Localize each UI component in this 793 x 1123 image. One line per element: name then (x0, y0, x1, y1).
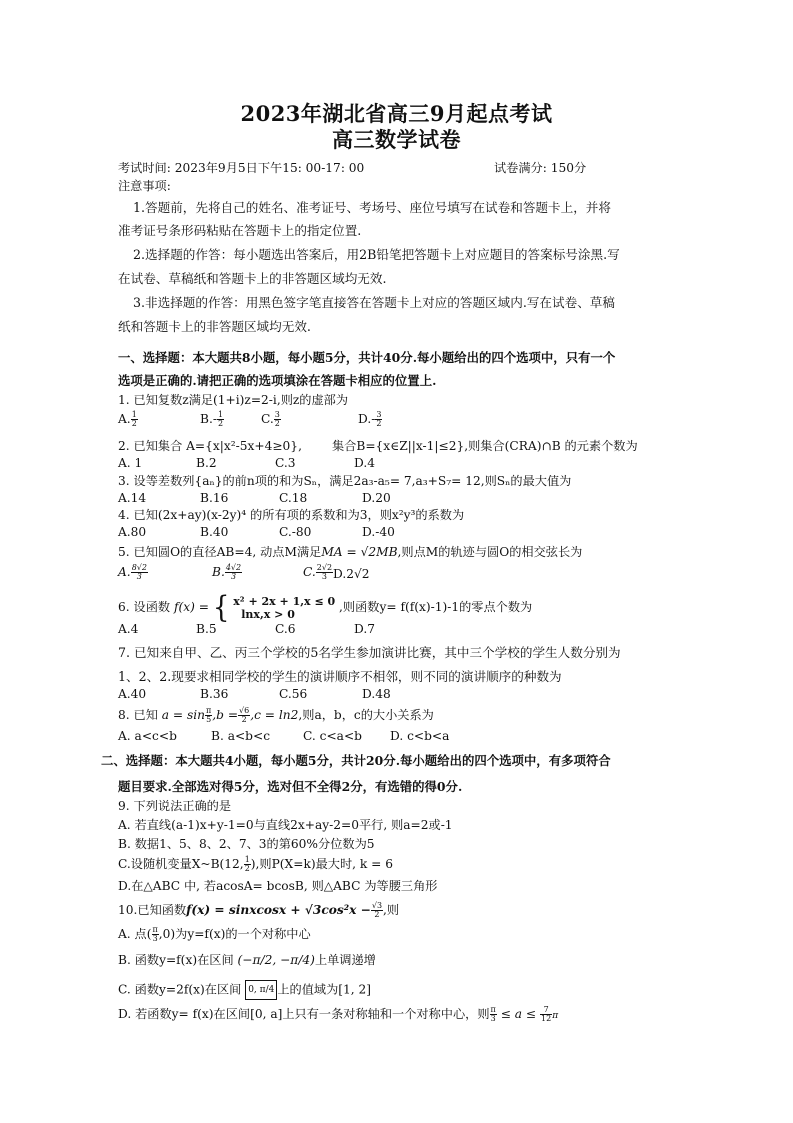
q9-option-d: D.在△ABC 中, 若acosA= bcosB, 则△ABC 为等腰三角形 (118, 879, 438, 893)
q3-option-d: D.20 (362, 491, 391, 505)
q1-option-a: A. $\frac{1}{2}$ (118, 410, 137, 428)
q9-option-c: C.设随机变量X~B(12, $\frac{1}{2}$ ),则P(X=k)最大时, k = 6 (118, 855, 393, 873)
notice-3-line-2: 纸和答题卡上的非答题区域均无效. (118, 319, 311, 334)
full-score: 试卷满分: 150分 (494, 161, 587, 175)
q10-option-d: D. 若函数y= f(x)在区间[0, a]上只有一条对称轴和一个对称中心，则 $\frac{\pi}{3}$ ≤ a ≤ $\frac{7}{12}$ π (118, 1005, 559, 1023)
section2-heading-line-2: 题目要求.全部选对得5分，选对但不全得2分，有选错的得0分. (118, 779, 463, 794)
q6-stem: 6. 设函数 f(x) = { x² + 2x + 1,x ≤ 0 lnx,x > 0 ,则函数y= f(f(x)-1)-1的零点个数为 (118, 590, 533, 625)
q8-option-c: C. c<a<b (303, 729, 362, 743)
q7-option-a: A.40 (118, 687, 147, 701)
q7-stem-line-1: 7. 已知来自甲、乙、丙三个学校的5名学生参加演讲比赛，其中三个学校的学生人数分别为 (118, 645, 621, 660)
q10-option-c: C. 函数y=2f(x)在区间 0, π/4 上的值域为[1, 2] (118, 980, 371, 1000)
notice-1-line-1: 1.答题前，先将自己的姓名、准考证号、考场号、座位号填写在试卷和答题卡上，并将 (133, 200, 611, 215)
q5-stem: 5. 已知圆O的直径AB=4, 动点M满足MA = √2MB,则点M的轨迹与圆O的相交弦长为 (118, 545, 583, 559)
q2-stem-part-2: 集合B={x∈Z||x-1|≤2},则集合(CRA)∩B 的元素个数为 (332, 439, 638, 453)
q2-stem-part-1: 2. 已知集合 A={x|x²-5x+4≥0}, (118, 439, 302, 453)
q7-option-c: C.56 (279, 687, 308, 701)
q6-function-name: f(x) = (173, 600, 209, 614)
q5-option-d: D.2√2 (333, 567, 370, 581)
q7-stem-line-2: 1、2、2.现要求相同学校的学生的演讲顺序不相邻，则不同的演讲顺序的种数为 (118, 669, 562, 684)
q10-function: f(x) = sinxcosx + √3cos²x − (186, 903, 371, 917)
q3-stem: 3. 设等差数列{aₙ}的前n项的和为Sₙ，满足2a₃-a₅= 7,a₃+S₇= 12,则Sₙ的最大值为 (118, 474, 572, 488)
q5-condition: MA = √2MB (321, 545, 398, 559)
q10-b-interval: (−π/2, −π/4) (237, 953, 315, 967)
q3-option-b: B.16 (200, 491, 229, 505)
q2-option-a: A. 1 (118, 456, 143, 470)
q5-option-b: B. $\frac{4√2}{3}$ (212, 563, 242, 581)
q2-option-c: C.3 (275, 456, 296, 470)
q4-option-c: C.-80 (279, 525, 312, 539)
q6-option-c: C.6 (275, 622, 296, 636)
q8-option-d: D. c<b<a (390, 729, 450, 743)
section2-heading-line-1: 二、选择题：本大题共4小题，每小题5分，共计20分.每小题给出的四个选项中，有多项符合 (101, 753, 611, 768)
q1-stem: 1. 已知复数z满足(1+i)z=2-i,则z的虚部为 (118, 393, 349, 407)
q4-option-b: B.40 (200, 525, 229, 539)
q9-option-a: A. 若直线(a-1)x+y-1=0与直线2x+ay-2=0平行, 则a=2或-1 (118, 818, 453, 832)
q6-option-b: B.5 (196, 622, 217, 636)
q8-stem: 8. 已知 a = sin $\frac{\pi}{5}$ ,b = $\frac{√6}{2}$ ,c = ln2,则a，b，c的大小关系为 (118, 706, 434, 724)
q4-stem: 4. 已知(2x+ay)(x-2y)⁴ 的所有项的系数和为3，则x²y³的系数为 (118, 508, 465, 522)
q5-option-c: C. $\frac{2√2}{3}$ (303, 563, 333, 581)
q10-option-a: A. 点( $\frac{\pi}{3}$ ,0)为y=f(x)的一个对称中心 (118, 925, 311, 943)
q1-option-b: B.- $\frac{1}{2}$ (200, 410, 224, 428)
q10-c-interval: 0, π/4 (245, 980, 277, 1000)
q9-stem: 9. 下列说法正确的是 (118, 799, 232, 813)
q3-option-c: C.18 (279, 491, 308, 505)
q7-option-d: D.48 (362, 687, 391, 701)
q6-option-a: A.4 (118, 622, 139, 636)
exam-time: 考试时间: 2023年9月5日下午15: 00-17: 00 (118, 161, 365, 175)
q8-option-b: B. a<b<c (211, 729, 271, 743)
q6-brace: { (212, 590, 230, 625)
notice-1-line-2: 准考证号条形码粘贴在答题卡上的指定位置. (118, 223, 362, 238)
exam-subtitle: 高三数学试卷 (332, 127, 461, 152)
q5-option-a: A. $\frac{8√2}{3}$ (118, 563, 147, 581)
q7-option-b: B.36 (200, 687, 229, 701)
q10-option-b: B. 函数y=f(x)在区间 (−π/2, −π/4)上单调递增 (118, 953, 376, 967)
q1-option-c: C. $\frac{3}{2}$ (261, 410, 280, 428)
q10-stem: 10.已知函数f(x) = sinxcosx + √3cos²x − $\frac{√3}{2}$ ,则 (118, 901, 400, 919)
q2-option-b: B.2 (196, 456, 217, 470)
exam-title: 2023年湖北省高三9月起点考试 (240, 101, 553, 126)
q4-option-a: A.80 (118, 525, 147, 539)
q6-piecewise: x² + 2x + 1,x ≤ 0 lnx,x > 0 (233, 594, 336, 621)
q9-option-b: B. 数据1、5、8、2、7、3的第60%分位数为5 (118, 837, 375, 851)
q4-option-d: D.-40 (362, 525, 395, 539)
q6-option-d: D.7 (354, 622, 375, 636)
q2-option-d: D.4 (354, 456, 375, 470)
q8-option-a: A. a<c<b (118, 729, 177, 743)
notice-2-line-2: 在试卷、草稿纸和答题卡上的非答题区域均无效. (118, 271, 387, 286)
notice-3-line-1: 3.非选择题的作答：用黑色签字笔直接答在答题卡上对应的答题区域内.写在试卷、草稿 (133, 295, 615, 310)
notice-2-line-1: 2.选择题的作答：每小题选出答案后，用2B铅笔把答题卡上对应题目的答案标号涂黑.写 (133, 247, 620, 262)
notice-title: 注意事项: (118, 179, 171, 193)
q3-option-a: A.14 (118, 491, 147, 505)
q1-option-d: D.- $\frac{3}{2}$ (358, 410, 382, 428)
section1-heading-line-1: 一、选择题：本大题共8小题，每小题5分，共计40分.每小题给出的四个选项中，只有一个 (118, 350, 616, 365)
section1-heading-line-2: 选项是正确的.请把正确的选项填涂在答题卡相应的位置上. (118, 373, 437, 388)
